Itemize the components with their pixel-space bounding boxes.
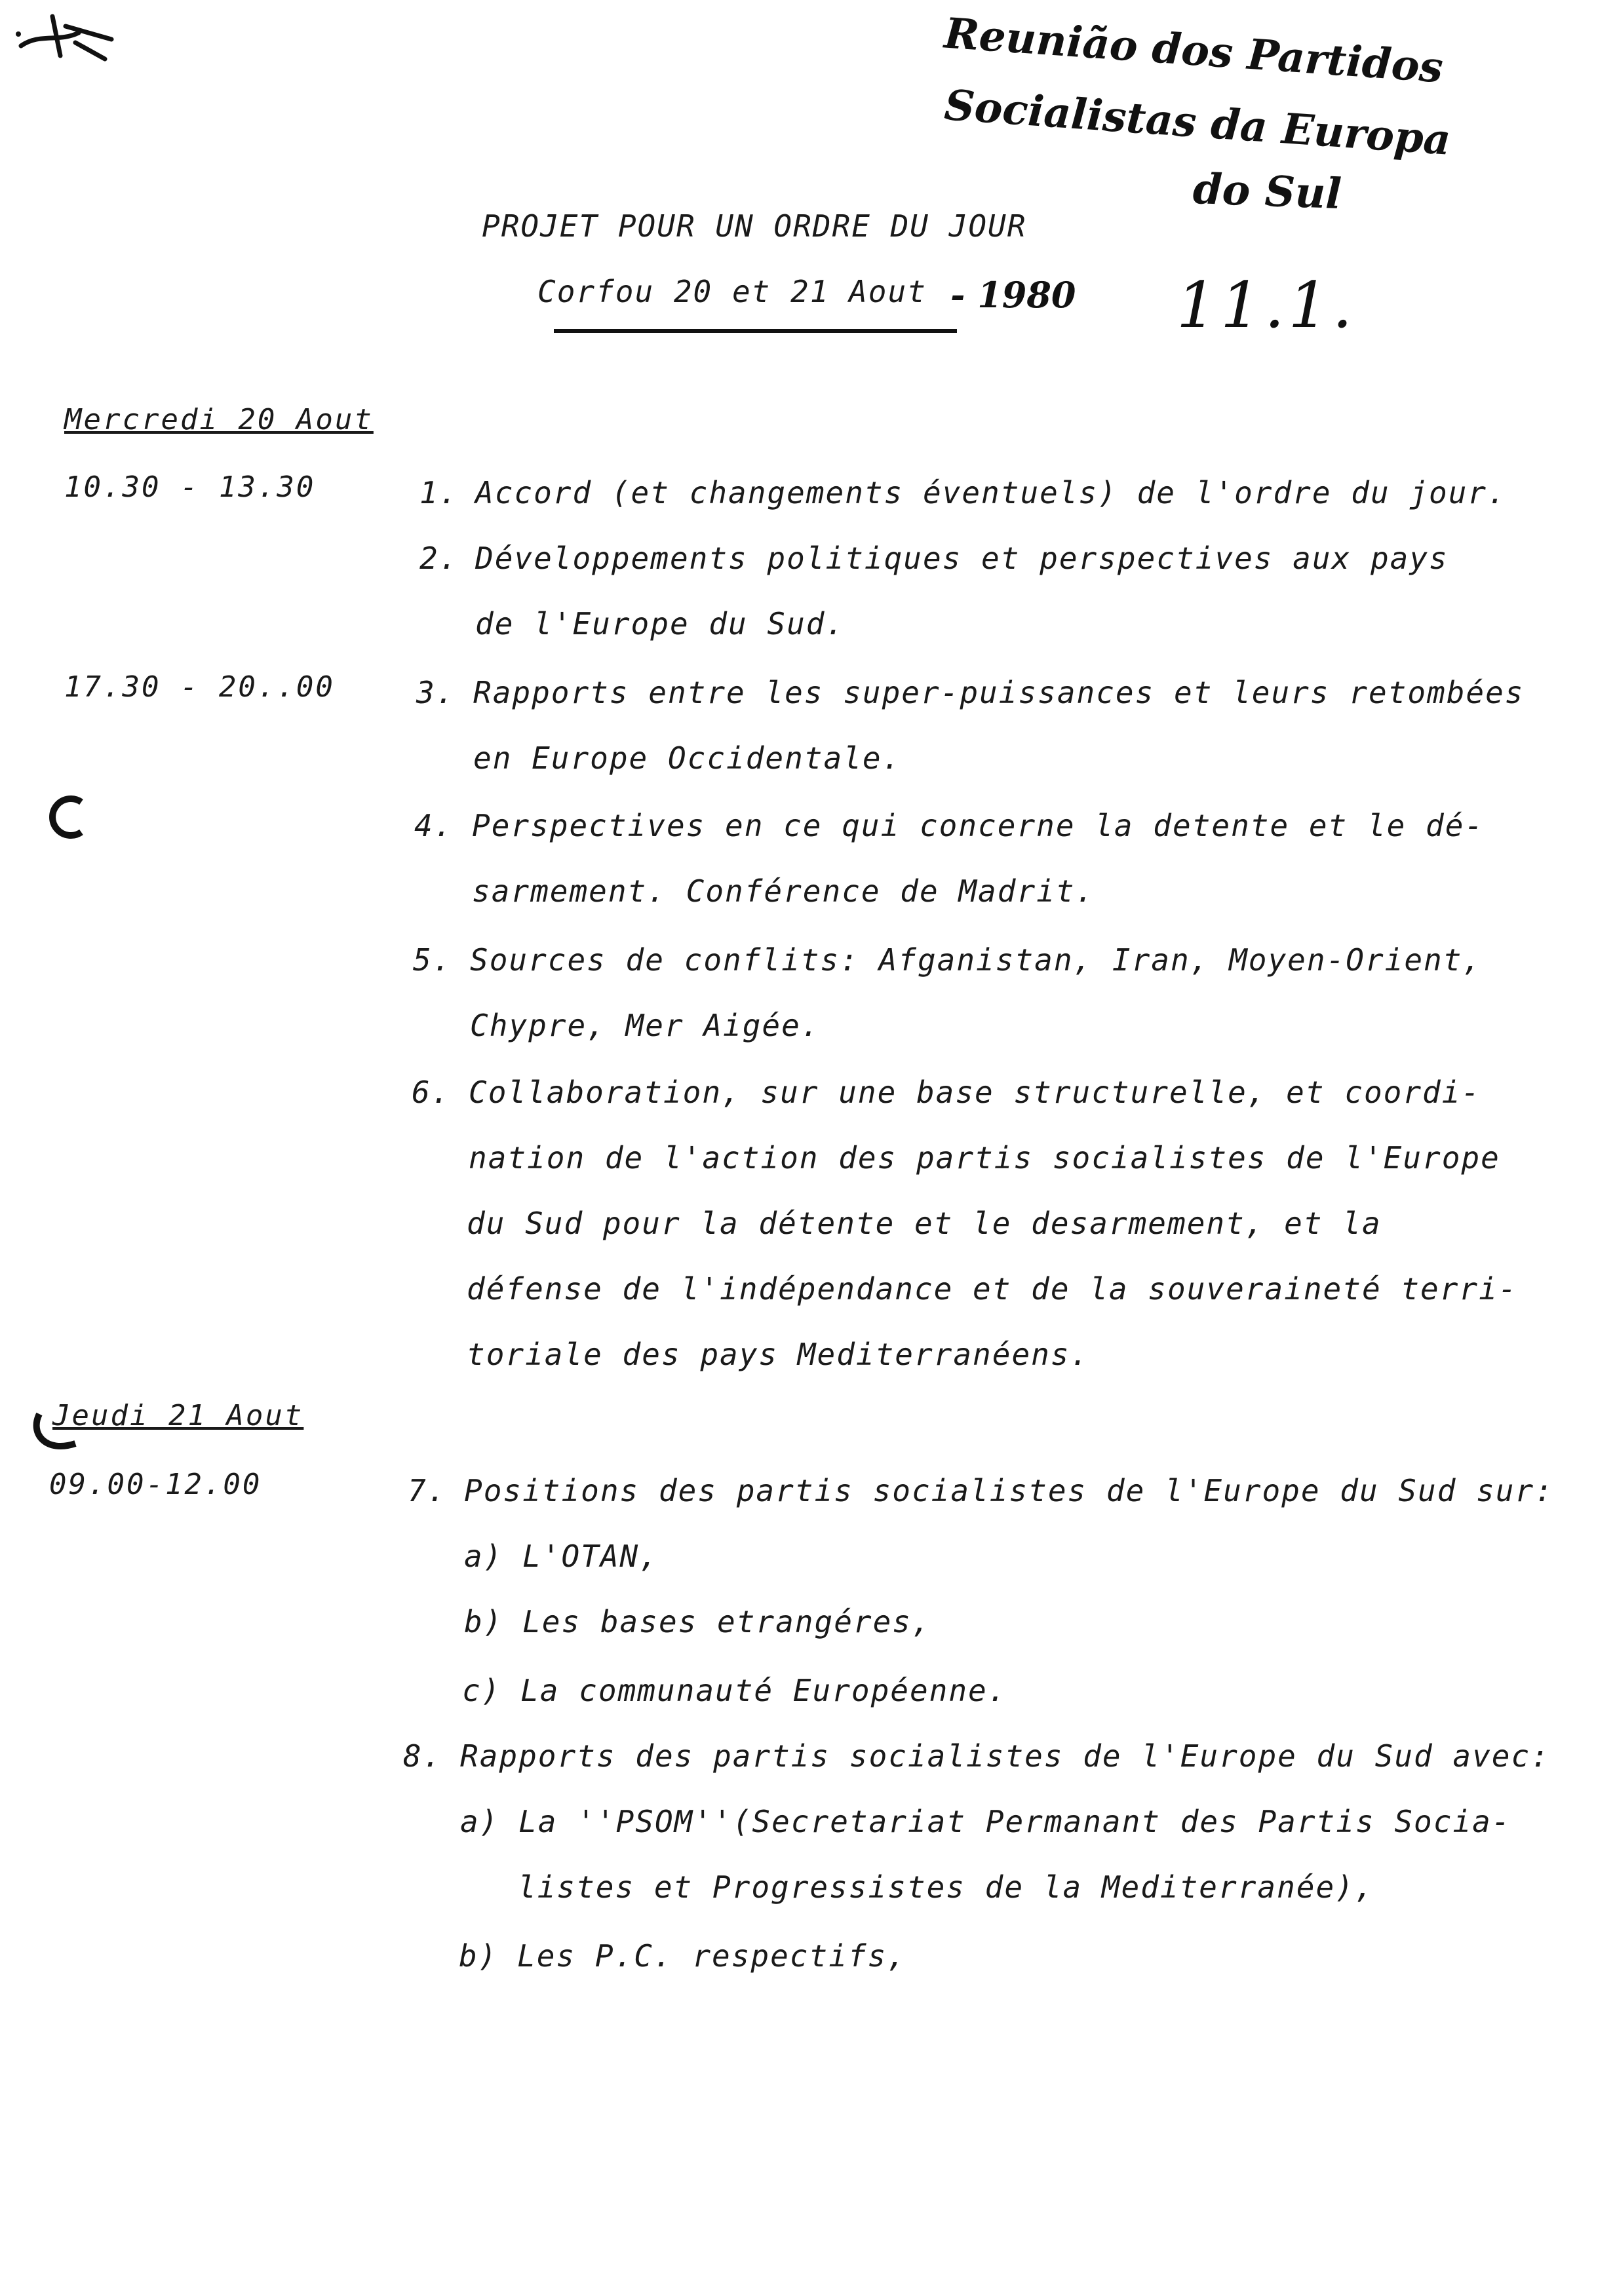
item-8-sub-a-cont: listes et Progressistes de la Mediterranée),	[518, 1869, 1374, 1905]
item-8-sub-b: b) Les P.C. respectifs,	[459, 1938, 906, 1974]
item-6-number: 6.	[412, 1075, 451, 1110]
item-8-number: 8.	[403, 1738, 442, 1774]
handwritten-note-line3: do Sul	[1192, 164, 1343, 219]
item-7-line1: Positions des partis socialistes de l'Europe du Sud sur:	[464, 1473, 1554, 1508]
day1-slot2: 17.30 - 20..00	[64, 670, 335, 704]
item-2-line2: de l'Europe du Sud.	[475, 606, 846, 641]
day2-label: Jeudi 21 Aout	[52, 1399, 304, 1432]
title-underline	[554, 329, 957, 333]
reference-number: 11.1.	[1177, 269, 1357, 342]
item-8-line1: Rapports des partis socialistes de l'Europe du Sud avec:	[460, 1738, 1550, 1774]
item-7-sub-a: a) L'OTAN,	[464, 1539, 659, 1574]
year-handwritten: - 1980	[950, 274, 1076, 316]
ink-scribble	[13, 7, 118, 66]
item-3-line2: en Europe Occidentale.	[473, 740, 902, 776]
item-8-sub-a: a) La ''PSOM''(Secretariat Permanant des Partis Socia-	[460, 1804, 1511, 1839]
item-4-line1: Perspectives en ce qui concerne la detente et le dé-	[472, 808, 1485, 843]
item-5-line1: Sources de conflits: Afganistan, Iran, Moyen-Orient,	[470, 942, 1483, 978]
item-6-line3: du Sud pour la détente et le desarmement, et la	[467, 1206, 1382, 1241]
item-6-line4: défense de l'indépendance et de la souveraineté terri-	[467, 1271, 1518, 1307]
item-3-number: 3.	[416, 675, 456, 710]
item-3-line1: Rapports entre les super-puissances et leurs retombées	[473, 675, 1525, 710]
punch-hole-mark	[41, 792, 93, 844]
item-1-line1: Accord (et changements éventuels) de l'ordre du jour.	[475, 475, 1507, 510]
handwritten-note-line1: Reunião dos Partidos	[943, 9, 1445, 93]
item-2-line1: Développements politiques et perspectives aux pays	[475, 541, 1449, 576]
item-7-number: 7.	[408, 1473, 447, 1508]
item-7-sub-b: b) Les bases etrangéres,	[464, 1604, 931, 1639]
item-4-line2: sarmement. Conférence de Madrit.	[472, 873, 1095, 909]
item-6-line1: Collaboration, sur une base structurelle, et coordi-	[469, 1075, 1481, 1110]
day2-slot1: 09.00-12.00	[49, 1468, 262, 1501]
item-1-number: 1.	[419, 475, 459, 510]
handwritten-note-line2: Socialistas da Europa	[943, 81, 1452, 165]
item-5-number: 5.	[413, 942, 452, 978]
page-subtitle: Corfou 20 et 21 Aout	[537, 274, 927, 309]
item-7-sub-c: c) La communauté Européenne.	[462, 1673, 1007, 1708]
item-2-number: 2.	[419, 541, 459, 576]
page-title: PROJET POUR UN ORDRE DU JOUR	[482, 208, 1027, 244]
item-4-number: 4.	[414, 808, 454, 843]
item-6-line2: nation de l'action des partis socialistes de l'Europe	[469, 1140, 1500, 1176]
day1-slot1: 10.30 - 13.30	[64, 470, 316, 504]
item-5-line2: Chypre, Mer Aigée.	[470, 1008, 821, 1043]
day1-label: Mercredi 20 Aout	[64, 403, 374, 436]
item-6-line5: toriale des pays Mediterranéens.	[467, 1337, 1090, 1372]
